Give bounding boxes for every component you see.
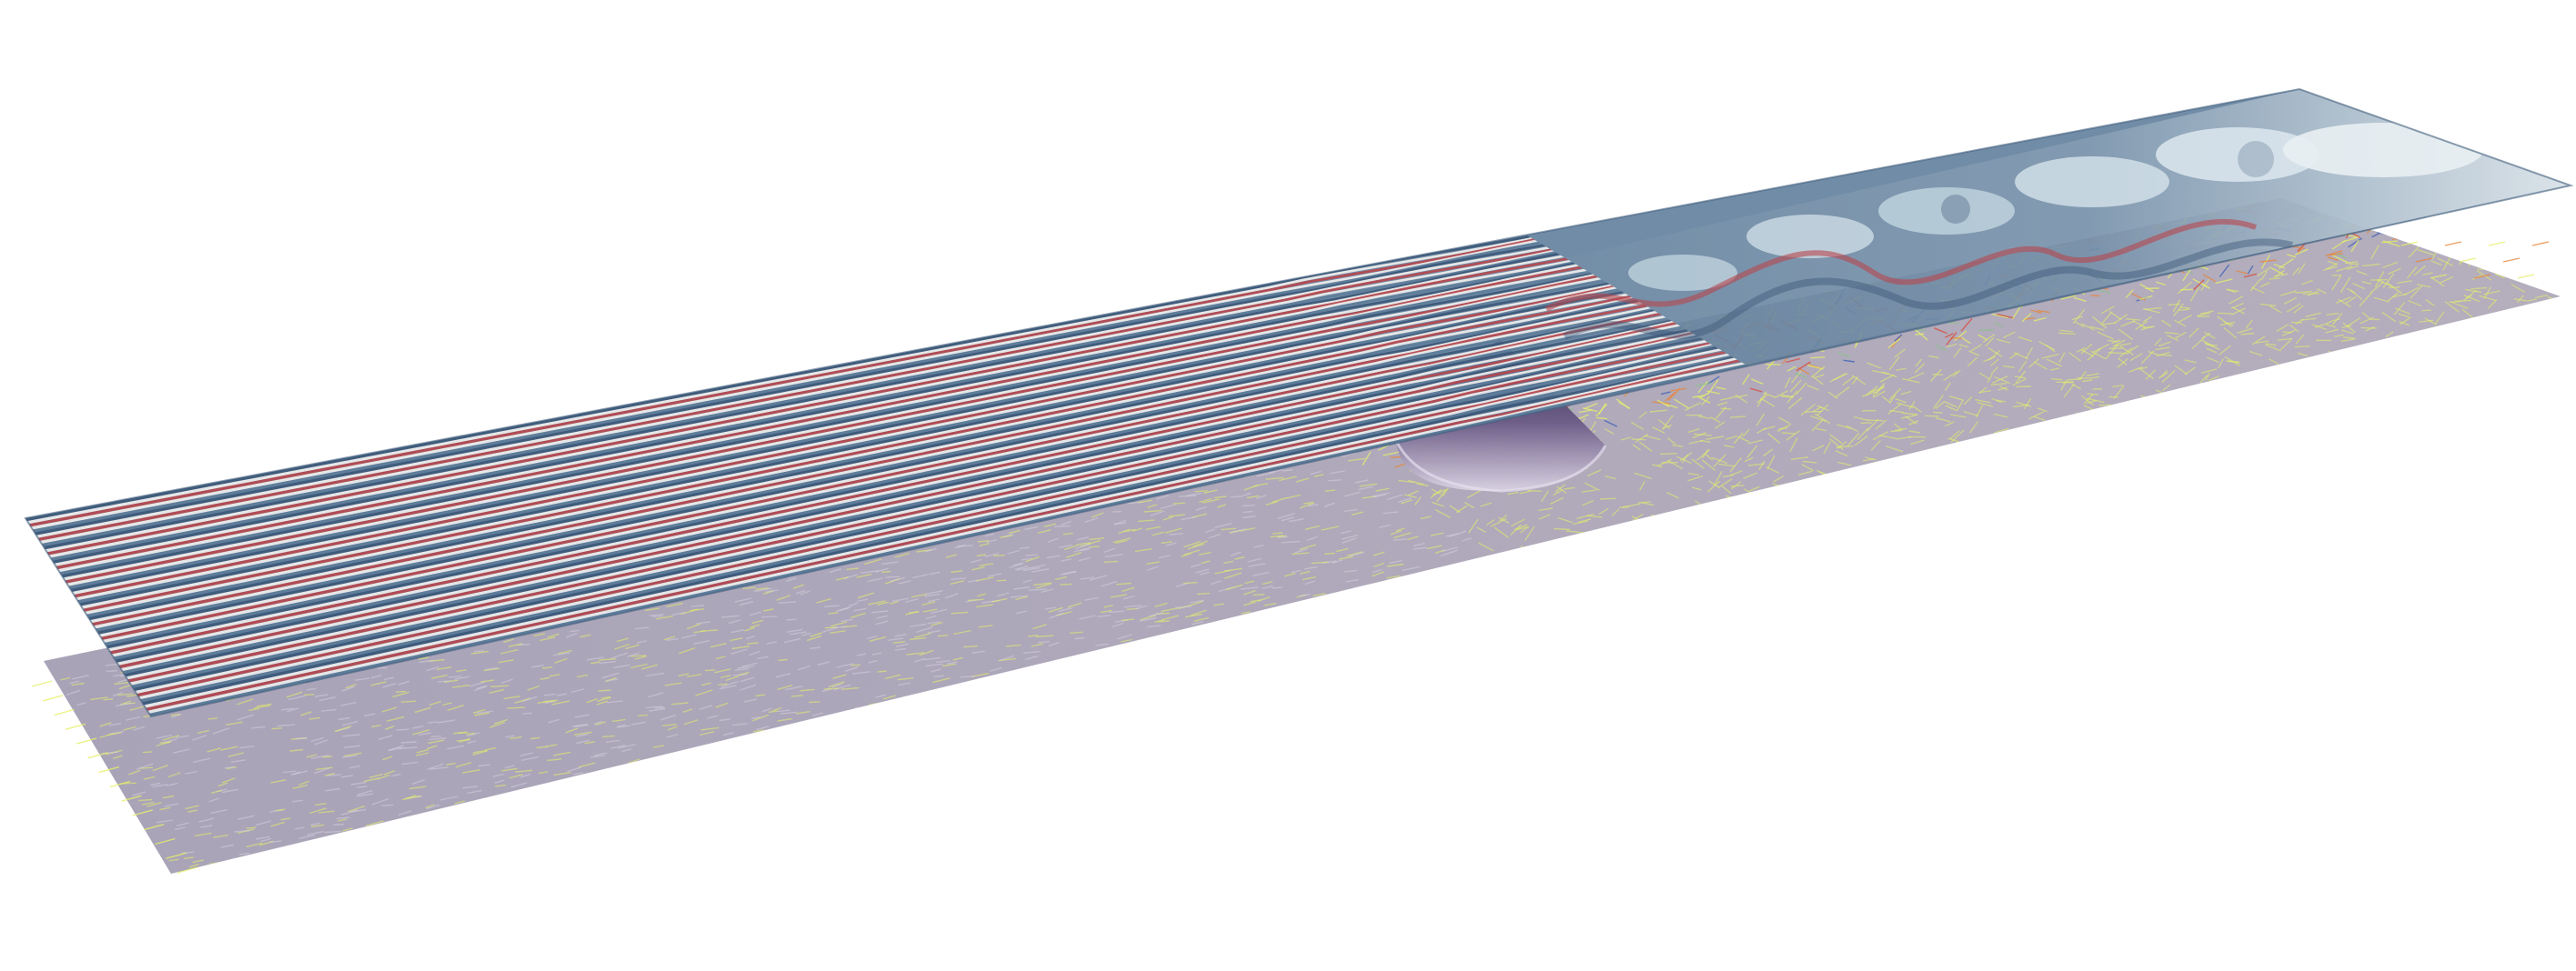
- vector-glyph: [65, 724, 86, 729]
- vector-glyph: [401, 701, 416, 702]
- vector-glyph: [1925, 415, 1939, 416]
- vector-glyph: [2455, 301, 2471, 302]
- vector-glyph: [2077, 413, 2092, 416]
- vector-glyph: [2218, 313, 2232, 314]
- vector-glyph: [742, 587, 755, 588]
- vector-glyph: [43, 696, 63, 701]
- vector-glyph: [855, 707, 870, 708]
- vector-glyph: [1075, 638, 1085, 639]
- vector-glyph: [1090, 546, 1100, 547]
- vector-glyph: [1173, 503, 1185, 504]
- vector-glyph: [1029, 589, 1047, 590]
- vector-glyph: [1600, 498, 1616, 499]
- vector-glyph: [1810, 357, 1825, 358]
- vector-glyph: [718, 684, 728, 685]
- vector-glyph: [1253, 595, 1265, 596]
- vector-glyph: [106, 671, 117, 672]
- vector-glyph: [401, 742, 417, 743]
- vector-glyph: [333, 825, 344, 826]
- vector-glyph: [1197, 594, 1210, 595]
- vector-glyph: [2532, 242, 2549, 245]
- vector-glyph: [1112, 512, 1122, 513]
- vector-glyph: [705, 670, 715, 671]
- vector-glyph: [851, 665, 861, 666]
- vector-glyph: [304, 695, 314, 696]
- vector-glyph: [208, 718, 217, 719]
- vector-glyph: [272, 728, 282, 729]
- vector-glyph: [2109, 348, 2122, 349]
- vector-glyph: [508, 707, 525, 708]
- upper-slice: [25, 89, 2571, 716]
- vector-glyph: [1195, 491, 1208, 492]
- vector-glyph: [2269, 278, 2280, 279]
- vector-glyph: [381, 805, 393, 806]
- vector-glyph: [1328, 480, 1342, 481]
- vector-glyph: [1933, 413, 1942, 414]
- vector-glyph: [1860, 423, 1872, 424]
- vector-glyph: [2068, 379, 2082, 380]
- vector-glyph: [396, 692, 406, 693]
- vector-glyph: [2343, 337, 2355, 338]
- vector-glyph: [431, 736, 441, 737]
- vector-glyph: [55, 710, 75, 716]
- vector-glyph: [397, 729, 409, 730]
- vector-glyph: [323, 756, 333, 757]
- vector-glyph: [1025, 555, 1037, 556]
- vector-glyph: [2460, 258, 2476, 262]
- vector-glyph: [829, 613, 839, 614]
- vector-glyph: [2518, 275, 2534, 278]
- vector-glyph: [523, 713, 532, 714]
- vector-glyph: [2392, 236, 2409, 240]
- vector-glyph: [2141, 395, 2158, 401]
- vector-glyph: [1231, 496, 1240, 497]
- vector-glyph: [1113, 523, 1125, 524]
- vector-glyph: [881, 572, 891, 573]
- vector-glyph: [143, 752, 153, 753]
- vector-glyph: [1273, 587, 1283, 588]
- vector-glyph: [1278, 537, 1288, 538]
- vector-glyph: [1805, 412, 1822, 413]
- vector-glyph: [748, 643, 759, 644]
- vector-glyph: [2361, 328, 2377, 329]
- vector-glyph: [2108, 396, 2118, 397]
- vector-glyph: [2090, 295, 2099, 296]
- vector-glyph: [997, 580, 1007, 581]
- vector-glyph: [1957, 443, 1967, 444]
- vector-glyph: [474, 651, 484, 652]
- vector-glyph: [1324, 554, 1335, 555]
- vector-glyph: [377, 667, 387, 668]
- vector-glyph: [639, 715, 649, 716]
- vector-glyph: [599, 690, 611, 691]
- vector-glyph: [2016, 386, 2031, 387]
- vector-glyph: [428, 722, 438, 723]
- vector-glyph: [1786, 484, 1794, 490]
- vector-glyph: [1521, 546, 1531, 553]
- vector-glyph: [824, 688, 839, 689]
- vector-glyph: [762, 616, 778, 617]
- vector-glyph: [2445, 242, 2461, 245]
- vector-glyph: [1651, 516, 1664, 518]
- vector-glyph: [1554, 529, 1570, 530]
- vector-glyph: [809, 702, 820, 703]
- vector-glyph: [32, 681, 52, 686]
- vector-glyph: [655, 707, 665, 708]
- vector-glyph: [652, 616, 662, 617]
- vector-glyph: [1721, 408, 1732, 409]
- vector-glyph: [458, 732, 468, 733]
- vector-glyph: [1781, 396, 1794, 397]
- vector-glyph: [1104, 561, 1118, 562]
- vector-glyph: [2329, 351, 2339, 355]
- vector-glyph: [2332, 275, 2342, 276]
- vector-glyph: [1660, 454, 1677, 455]
- vector-glyph: [1867, 420, 1884, 421]
- vector-glyph: [786, 619, 796, 620]
- vector-glyph: [1061, 584, 1072, 585]
- vector-glyph: [1243, 512, 1253, 513]
- vector-glyph: [2503, 258, 2520, 262]
- vector-glyph: [2489, 242, 2505, 245]
- vector-glyph: [1038, 642, 1050, 643]
- vector-glyph: [885, 576, 899, 577]
- vector-glyph: [2421, 310, 2430, 311]
